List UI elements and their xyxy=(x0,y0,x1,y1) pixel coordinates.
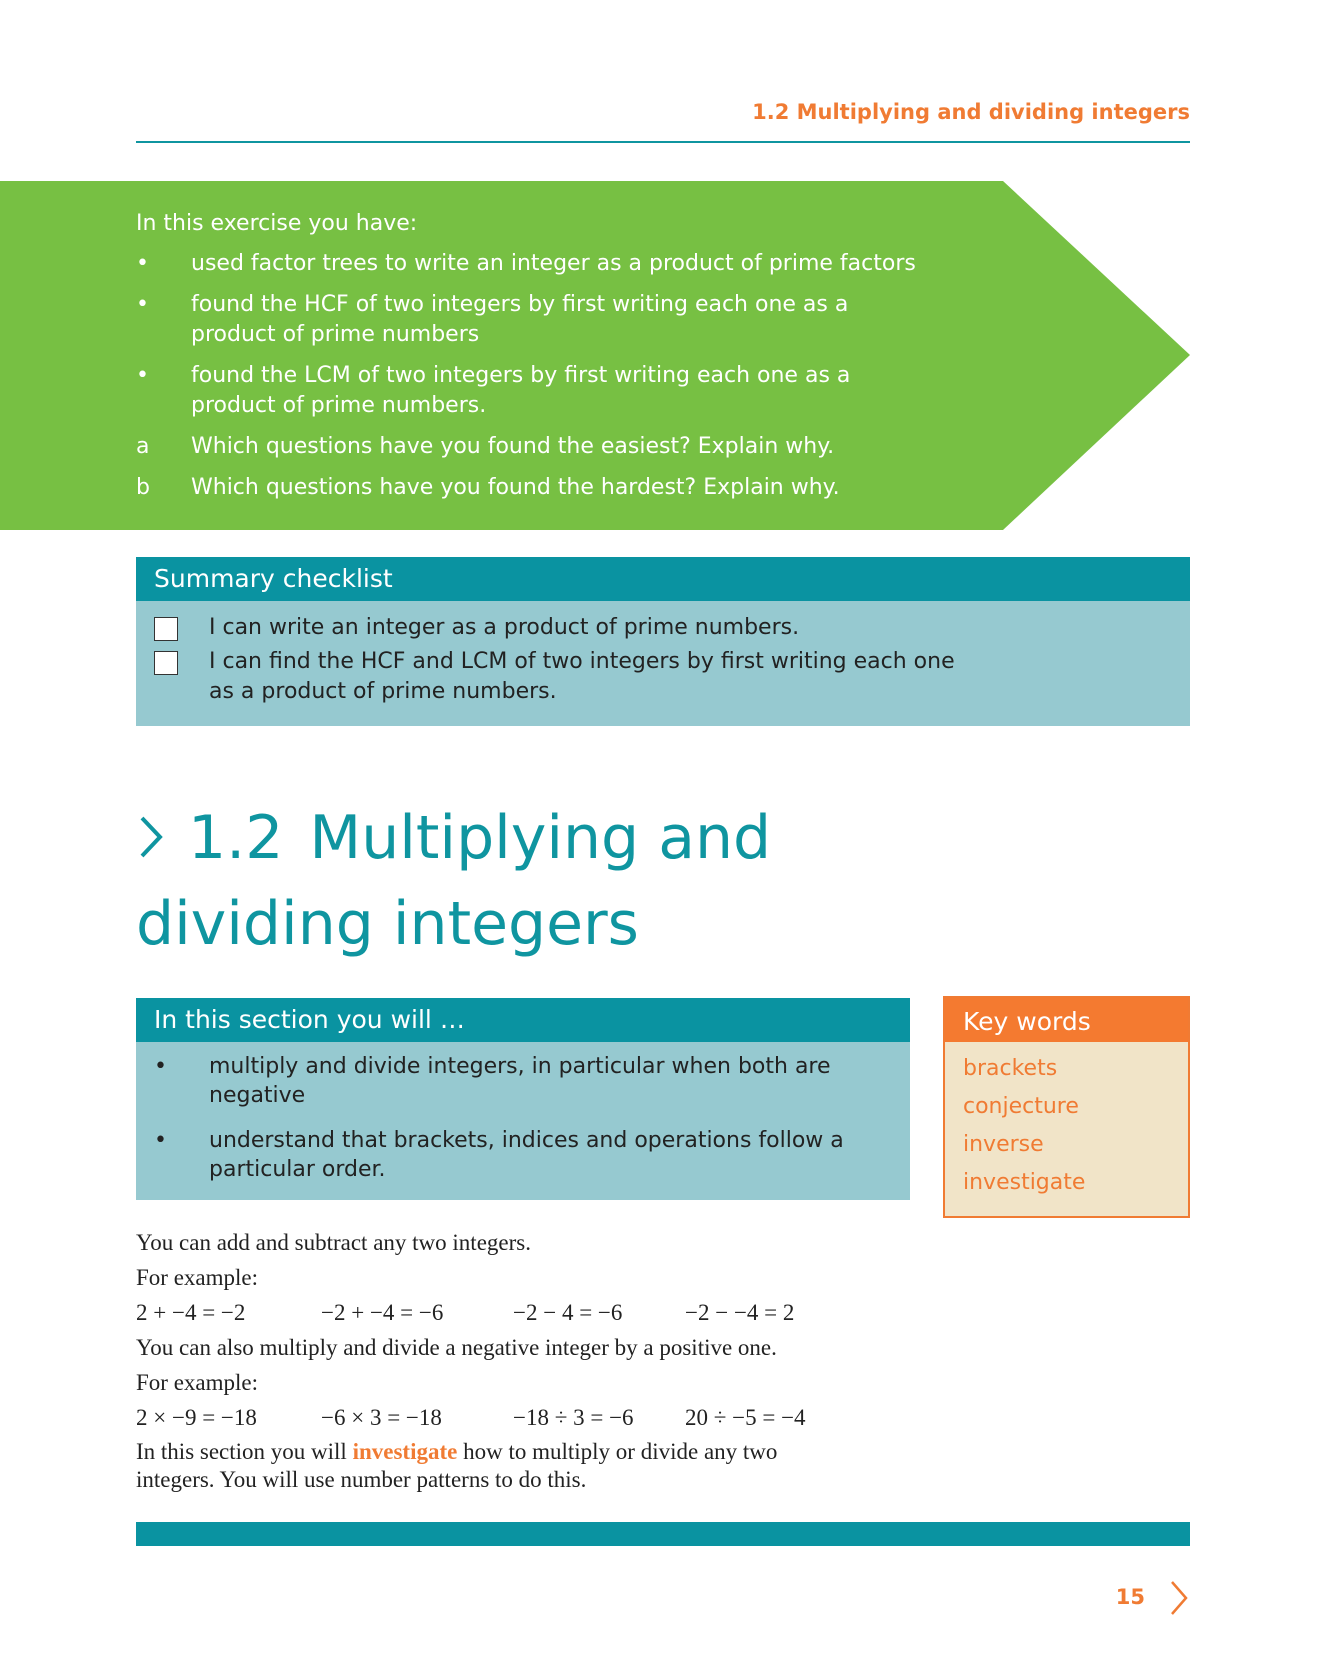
key-word-highlight: investigate xyxy=(352,1439,458,1464)
example: −18 ÷ 3 = −6 xyxy=(513,1405,634,1430)
page-number: 15 xyxy=(1115,1585,1145,1609)
running-header: 1.2 Multiplying and dividing integers xyxy=(752,100,1190,124)
example: 2 × −9 = −18 xyxy=(136,1405,257,1430)
body-text-segment: how to multiply or divide any two integers. You will use number patterns to do this. xyxy=(136,1439,778,1492)
bullet-symbol: • xyxy=(154,1128,167,1153)
question-label: a xyxy=(136,434,150,459)
summary-checklist-title: Summary checklist xyxy=(136,557,1190,601)
section-goals-title: In this section you will … xyxy=(136,998,910,1042)
goal-text: multiply and divide integers, in particular when both are negative xyxy=(209,1054,831,1108)
example-row xyxy=(136,1400,956,1435)
section-number: 1.2 xyxy=(188,803,284,873)
example: 2 + −4 = −2 xyxy=(136,1300,246,1325)
question-text: Which questions have you found the easiest? Explain why. xyxy=(191,434,835,459)
key-words-list xyxy=(945,1042,1188,1202)
example: 20 ÷ −5 = −4 xyxy=(685,1405,806,1430)
bullet-symbol: • xyxy=(136,292,149,317)
reflection-question xyxy=(136,432,996,462)
example: −2 + −4 = −6 xyxy=(321,1300,444,1325)
reflection-bullet xyxy=(136,361,851,421)
body-text xyxy=(136,1225,956,1494)
bullet-symbol: • xyxy=(154,1054,167,1079)
body-text-segment: In this section you will xyxy=(136,1439,353,1464)
body-paragraph: For example: xyxy=(136,1265,258,1290)
section-title-line-1 xyxy=(136,795,1036,881)
question-label: b xyxy=(136,475,150,500)
section-title-line-2: dividing integers xyxy=(136,889,639,959)
reflection-bullet-text: found the HCF of two integers by first writing each one as a product of prime numbers xyxy=(191,292,849,347)
goal-item xyxy=(154,1052,849,1110)
section-goals xyxy=(136,1042,910,1200)
key-word: inverse xyxy=(963,1132,1044,1157)
reflection-content xyxy=(136,209,996,514)
next-page-chevron-icon xyxy=(1168,1578,1190,1622)
goal-text: understand that brackets, indices and operations follow a particular order. xyxy=(209,1128,844,1182)
checklist-item-text: I can find the HCF and LCM of two integers by first writing each one as a product of prime numbers. xyxy=(209,649,955,704)
reflection-intro: In this exercise you have: xyxy=(136,211,418,236)
bullet-symbol: • xyxy=(136,363,149,388)
checkbox[interactable] xyxy=(154,651,178,675)
checklist-item xyxy=(154,613,1172,643)
reflection-bullet xyxy=(136,249,996,279)
body-paragraph: You can also multiply and divide a negative integer by a positive one. xyxy=(136,1335,777,1360)
reflection-bullet-text: found the LCM of two integers by first writing each one as a product of prime numbers. xyxy=(191,363,851,418)
checklist-item-text: I can write an integer as a product of prime numbers. xyxy=(209,615,800,640)
checklist-item xyxy=(154,647,969,707)
checkbox[interactable] xyxy=(154,617,178,641)
section-title-text-1: Multiplying and xyxy=(309,803,772,873)
bullet-symbol: • xyxy=(136,251,149,276)
reflection-bullet xyxy=(136,290,851,350)
header-rule xyxy=(136,141,1190,143)
key-word: brackets xyxy=(963,1056,1058,1081)
body-paragraph: For example: xyxy=(136,1370,258,1395)
question-text: Which questions have you found the hardest? Explain why. xyxy=(191,475,840,500)
example-row xyxy=(136,1295,956,1330)
key-word: investigate xyxy=(963,1170,1086,1195)
example: −6 × 3 = −18 xyxy=(321,1405,442,1430)
summary-checklist xyxy=(136,601,1190,726)
footer-bar xyxy=(136,1522,1190,1546)
example: −2 − −4 = 2 xyxy=(685,1300,795,1325)
key-words-title: Key words xyxy=(945,998,1188,1042)
key-words-box xyxy=(943,996,1190,1218)
key-word: conjecture xyxy=(963,1094,1079,1119)
chevron-right-icon xyxy=(136,795,188,881)
body-paragraph: You can add and subtract any two integers. xyxy=(136,1230,531,1255)
goal-item xyxy=(154,1126,869,1184)
section-title xyxy=(136,795,1036,967)
example: −2 − 4 = −6 xyxy=(513,1300,623,1325)
reflection-question xyxy=(136,473,996,503)
body-paragraph xyxy=(136,1438,856,1494)
reflection-bullet-text: used factor trees to write an integer as a product of prime factors xyxy=(191,251,916,276)
